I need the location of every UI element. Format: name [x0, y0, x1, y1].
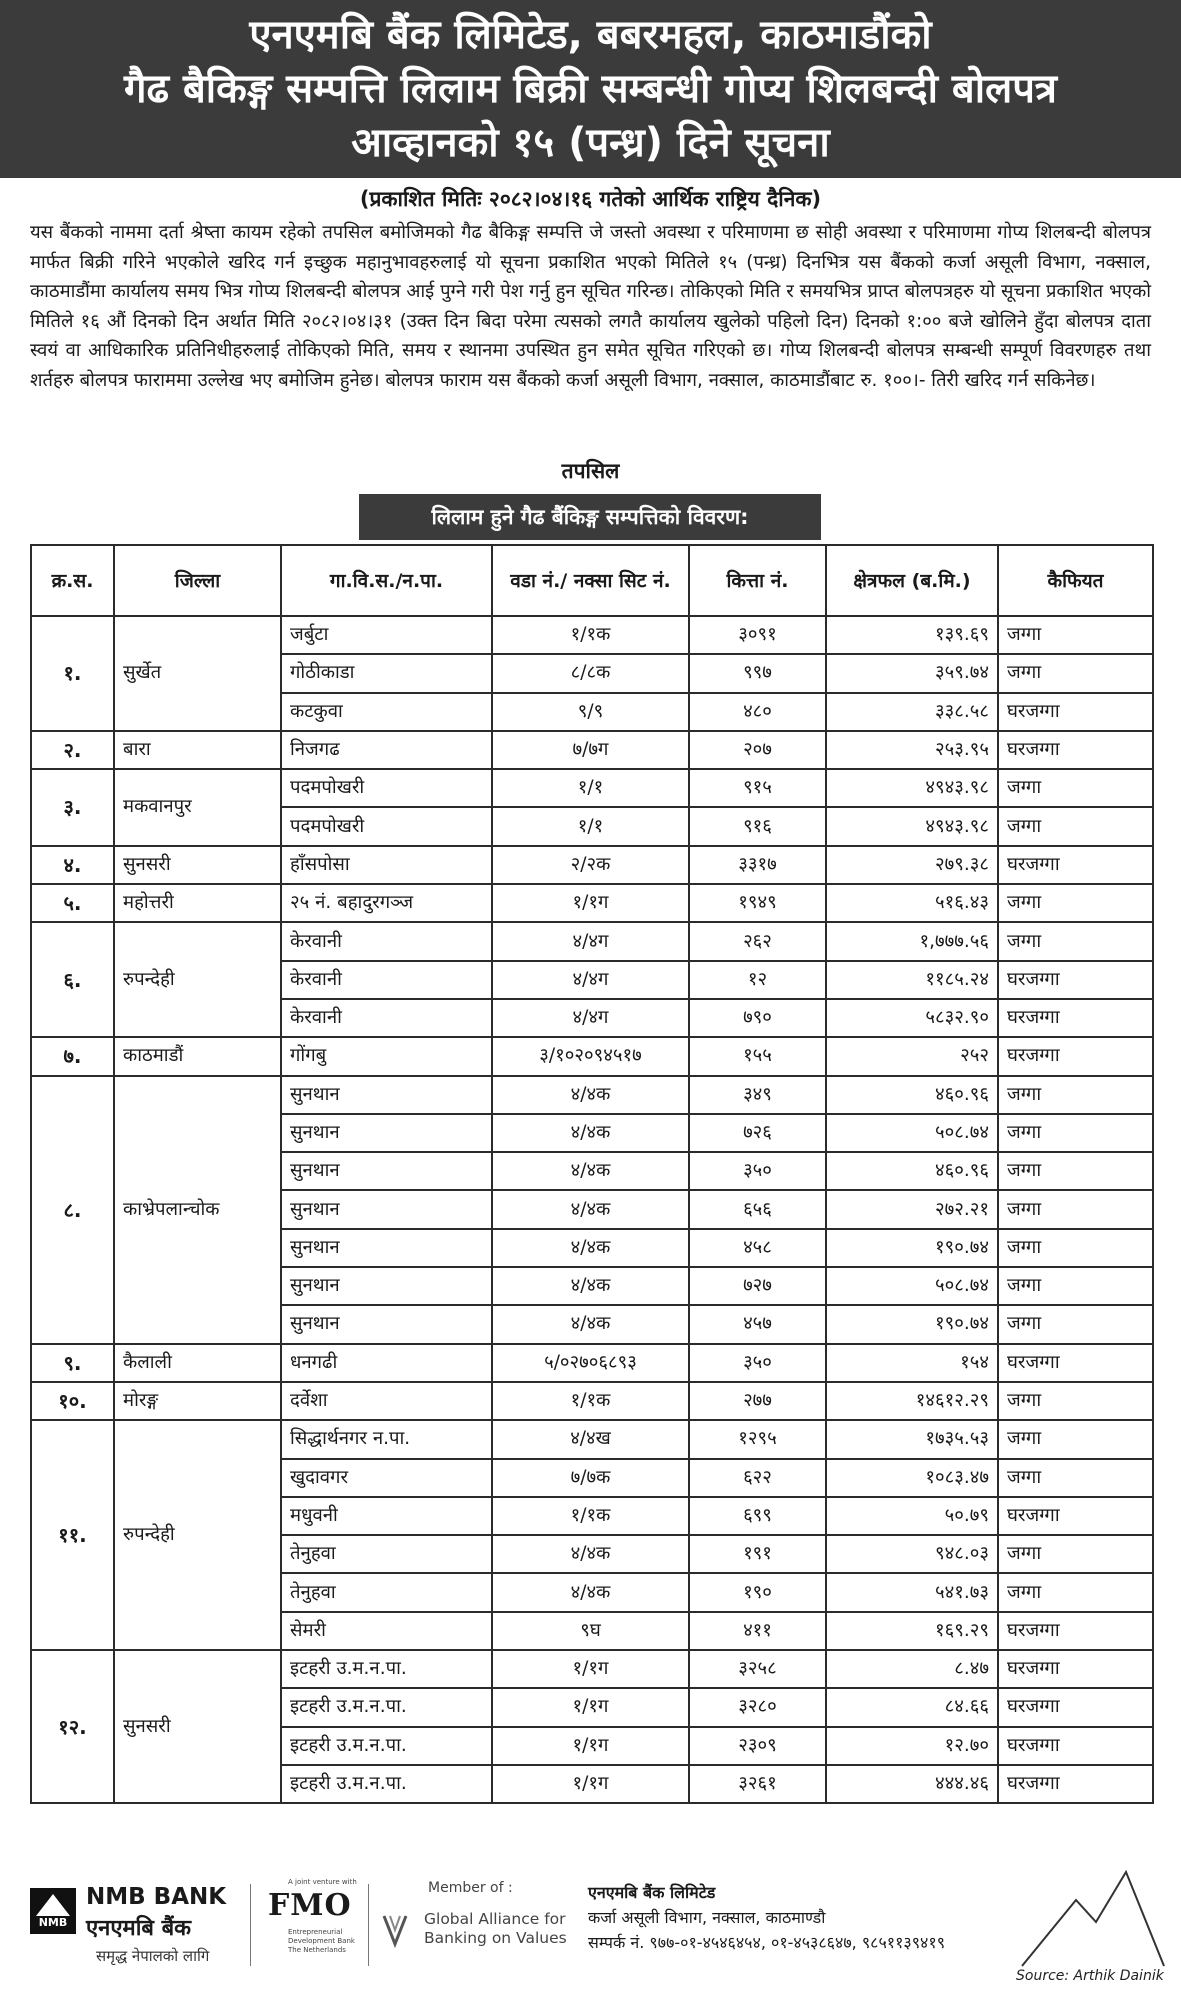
cell-ward: ४/४क — [492, 1152, 689, 1190]
fmo-subtitle — [288, 1928, 368, 1955]
cell-area: ५४१.७३ — [826, 1573, 998, 1611]
cell-area: ८४.६६ — [826, 1688, 998, 1726]
cell-vdc: इटहरी उ.म.न.पा. — [281, 1650, 492, 1688]
cell-ward: ४/४क — [492, 1573, 689, 1611]
cell-vdc: कटकुवा — [281, 693, 492, 731]
intro-paragraph: यस बैंकको नाममा दर्ता श्रेष्ता कायम रहेको तपसिल बमोजिमको गैढ बैकिङ्ग सम्पत्ति जे जस्तो अवस्था र परिमाणमा छ सोही अवस्था र परिमाणमा गोप्य शिलबन्दी बोलपत्र मार्फत बिक्री गरिने भएकोले खरिद गर्न इच्छुक महानुभावहरुलाई यो सूचना प्रकाशित भएको मितिले १५ (पन्ध्र) दिनभित्र यस बैंकको कर्जा असूली विभाग, नक्साल, काठमाडौंमा कार्यालय समय भित्र गोप्य शिलबन्दी बोलपत्र आई पुग्ने गरी पेश गर्नु हुन सूचित गरिन्छ। तोकिएको मिति र समयभित्र प्राप्त बोलपत्रहरु यो सूचना प्रकाशित भएको मितिले १६ औं दिनको दिन अर्थात मिति २०८२।०४।३१ (उक्त दिन बिदा परेमा त्यसको लगतै कार्यालय खुलेको पहिलो दिन) दिनको १:०० बजे खोलिने हुँदा बोलपत्र दाता स्वयं वा आधिकारिक प्रतिनिधीहरुलाई तोकिएको मिति, समय र स्थानमा उपस्थित हुन समेत सूचित गरिएको छ। गोप्य शिलबन्दी बोलपत्र सम्बन्धी सम्पूर्ण विवरणहरु तथा शर्तहरु बोलपत्र फाराममा उल्लेख भए बमोजिम हुनेछ। बोलपत्र फाराम यस बैंकको कर्जा असूली विभाग, नक्साल, काठमाडौंबाट रु. १००।- तिरी खरिद गर्न सकिनेछ। — [30, 222, 1151, 391]
cell-kitta: ३५० — [689, 1152, 826, 1190]
cell-ward: १/१क — [492, 1382, 689, 1420]
table-row — [31, 731, 1153, 769]
cell-kitta: १९४९ — [689, 884, 826, 922]
cell-vdc: गोंगबु — [281, 1037, 492, 1075]
cell-district: सुनसरी — [114, 846, 281, 884]
col-header-vdc: गा.वि.स./न.पा. — [281, 545, 492, 616]
cell-ward: ९/९ — [492, 693, 689, 731]
cell-remark: जग्गा — [998, 1267, 1153, 1305]
table-row — [31, 769, 1153, 807]
fmo-country: The Netherlands — [288, 1946, 346, 1954]
cell-area: १५४ — [826, 1344, 998, 1382]
cell-district: सुर्खेत — [114, 616, 281, 731]
cell-area: १७३५.५३ — [826, 1420, 998, 1458]
cell-area: १०८३.४७ — [826, 1459, 998, 1497]
cell-area: ११८५.२४ — [826, 961, 998, 999]
cell-area: १२.७० — [826, 1727, 998, 1765]
cell-area: २७९.३८ — [826, 846, 998, 884]
fmo-subtitle-text: Entrepreneurial Development Bank — [288, 1928, 355, 1945]
cell-vdc: इटहरी उ.म.न.पा. — [281, 1688, 492, 1726]
cell-kitta: ६२२ — [689, 1459, 826, 1497]
cell-vdc: तेनुहवा — [281, 1535, 492, 1573]
notice-header — [0, 0, 1181, 178]
cell-district: रुपन्देही — [114, 1420, 281, 1650]
cell-kitta: ३०९१ — [689, 616, 826, 654]
cell-ward: १/१ग — [492, 1727, 689, 1765]
gabv-line-2: Banking on Values — [424, 1929, 567, 1947]
cell-remark: जग्गा — [998, 1076, 1153, 1114]
cell-area: २७२.२१ — [826, 1190, 998, 1228]
header-line-3: आव्हानको १५ (पन्ध्र) दिने सूचना — [351, 120, 830, 166]
footer-divider — [368, 1884, 369, 1966]
cell-ward: ५/०२७०६८९३ — [492, 1344, 689, 1382]
cell-ward: ४/४क — [492, 1076, 689, 1114]
cell-kitta: १२९५ — [689, 1420, 826, 1458]
table-row — [31, 884, 1153, 922]
cell-vdc: केरवानी — [281, 922, 492, 960]
cell-ward: ४/४क — [492, 1229, 689, 1267]
cell-area: १४६१२.२९ — [826, 1382, 998, 1420]
cell-sn: १२. — [31, 1650, 114, 1803]
cell-district: बारा — [114, 731, 281, 769]
cell-kitta: ६९९ — [689, 1497, 826, 1535]
cell-area: ९४८.०३ — [826, 1535, 998, 1573]
table-row — [31, 846, 1153, 884]
cell-remark: जग्गा — [998, 1305, 1153, 1343]
col-header-area: क्षेत्रफल (ब.मि.) — [826, 545, 998, 616]
cell-kitta: ३३१७ — [689, 846, 826, 884]
cell-kitta: २७७ — [689, 1382, 826, 1420]
nmb-tagline: समृद्ध नेपालको लागि — [96, 1947, 210, 1965]
cell-vdc: पदमपोखरी — [281, 807, 492, 845]
publication-date: (प्रकाशित मितिः २०८२।०४।१६ गतेको आर्थिक राष्ट्रिय दैनिक) — [359, 187, 822, 211]
cell-area: ४९४३.९८ — [826, 807, 998, 845]
cell-vdc: सुनथान — [281, 1076, 492, 1114]
cell-ward: ९घ — [492, 1612, 689, 1650]
table-row — [31, 1037, 1153, 1075]
table-row — [31, 1420, 1153, 1458]
cell-vdc: खुदावगर — [281, 1459, 492, 1497]
cell-vdc: सुनथान — [281, 1229, 492, 1267]
col-header-ward: वडा नं./ नक्सा सिट नं. — [492, 545, 689, 616]
contact-bank-name: एनएमबि बैंक लिमिटेड — [588, 1883, 716, 1902]
cell-ward: ४/४ग — [492, 961, 689, 999]
cell-remark: घरजग्गा — [998, 1037, 1153, 1075]
cell-area: ५०.७९ — [826, 1497, 998, 1535]
cell-kitta: ४५८ — [689, 1229, 826, 1267]
cell-vdc: सुनथान — [281, 1305, 492, 1343]
cell-ward: ७/७ग — [492, 731, 689, 769]
cell-kitta: ७९० — [689, 999, 826, 1037]
cell-kitta: ९१५ — [689, 769, 826, 807]
cell-remark: घरजग्गा — [998, 1612, 1153, 1650]
cell-district: महोत्तरी — [114, 884, 281, 922]
cell-remark: जग्गा — [998, 1229, 1153, 1267]
cell-kitta: ६५६ — [689, 1190, 826, 1228]
cell-kitta: ४८० — [689, 693, 826, 731]
table-row — [31, 616, 1153, 654]
cell-ward: ४/४क — [492, 1305, 689, 1343]
cell-ward: ८/८क — [492, 654, 689, 692]
nmb-name-np: एनएमबि बैंक — [86, 1916, 192, 1941]
fmo-logo: FMO — [268, 1888, 352, 1923]
cell-remark: घरजग्गा — [998, 693, 1153, 731]
cell-vdc: पदमपोखरी — [281, 769, 492, 807]
cell-remark: जग्गा — [998, 1152, 1153, 1190]
table-row — [31, 1650, 1153, 1688]
cell-ward: १/१ग — [492, 1688, 689, 1726]
table-row — [31, 922, 1153, 960]
cell-ward: १/१ग — [492, 884, 689, 922]
cell-ward: १/१ग — [492, 1650, 689, 1688]
cell-vdc: केरवानी — [281, 961, 492, 999]
cell-remark: जग्गा — [998, 654, 1153, 692]
cell-vdc: तेनुहवा — [281, 1573, 492, 1611]
gabv-name — [424, 1910, 567, 1948]
col-header-sn: क्र.स. — [31, 545, 114, 616]
cell-remark: जग्गा — [998, 922, 1153, 960]
contact-block — [588, 1880, 945, 1955]
contact-department: कर्जा असूली विभाग, नक्साल, काठमाण्डौ — [588, 1908, 826, 1927]
cell-kitta: ३४९ — [689, 1076, 826, 1114]
tapasil-heading: तपसिल — [561, 459, 620, 483]
cell-remark: घरजग्गा — [998, 731, 1153, 769]
cell-ward: ४/४क — [492, 1535, 689, 1573]
cell-ward: ४/४ग — [492, 922, 689, 960]
col-header-remark: कैफियत — [998, 545, 1153, 616]
cell-area: १९०.७४ — [826, 1305, 998, 1343]
cell-district: काठमाडौं — [114, 1037, 281, 1075]
cell-district: सुनसरी — [114, 1650, 281, 1803]
cell-vdc: सुनथान — [281, 1152, 492, 1190]
cell-area: ४४४.४६ — [826, 1765, 998, 1803]
cell-area: ५०८.७४ — [826, 1267, 998, 1305]
cell-area: ४६०.९६ — [826, 1076, 998, 1114]
cell-ward: ३/१०२०९४५१७ — [492, 1037, 689, 1075]
cell-vdc: सिद्धार्थनगर न.पा. — [281, 1420, 492, 1458]
cell-ward: ४/४क — [492, 1267, 689, 1305]
cell-kitta: २३०९ — [689, 1727, 826, 1765]
cell-sn: ३. — [31, 769, 114, 846]
assets-table — [30, 544, 1154, 1804]
cell-vdc: सुनथान — [281, 1114, 492, 1152]
cell-vdc: दर्वेशा — [281, 1382, 492, 1420]
cell-area: १,७७७.५६ — [826, 922, 998, 960]
header-line-1: एनएमबि बैंक लिमिटेड, बबरमहल, काठमाडौंको — [249, 12, 932, 58]
cell-sn: ४. — [31, 846, 114, 884]
cell-ward: १/१ग — [492, 1765, 689, 1803]
cell-remark: जग्गा — [998, 1190, 1153, 1228]
cell-kitta: ७२७ — [689, 1267, 826, 1305]
cell-area: २५३.९५ — [826, 731, 998, 769]
cell-sn: ८. — [31, 1076, 114, 1344]
cell-sn: ५. — [31, 884, 114, 922]
table-row — [31, 1076, 1153, 1114]
cell-sn: ६. — [31, 922, 114, 1037]
cell-vdc: हाँसपोसा — [281, 846, 492, 884]
table-header-row — [31, 545, 1153, 616]
cell-ward: १/१ — [492, 769, 689, 807]
fmo-top-text: A joint venture with — [288, 1878, 357, 1886]
cell-ward: १/१क — [492, 1497, 689, 1535]
cell-area: ३३८.५८ — [826, 693, 998, 731]
cell-ward: ४/४क — [492, 1114, 689, 1152]
cell-remark: जग्गा — [998, 1420, 1153, 1458]
cell-remark: घरजग्गा — [998, 1650, 1153, 1688]
cell-vdc: निजगढ — [281, 731, 492, 769]
cell-kitta: १२ — [689, 961, 826, 999]
cell-kitta: ३२६१ — [689, 1765, 826, 1803]
cell-sn: १०. — [31, 1382, 114, 1420]
nmb-logo-text: NMB — [38, 1916, 68, 1929]
cell-vdc: सुनथान — [281, 1190, 492, 1228]
cell-kitta: ४११ — [689, 1612, 826, 1650]
cell-kitta: १५५ — [689, 1037, 826, 1075]
gabv-logo-icon — [380, 1910, 410, 1950]
cell-sn: २. — [31, 731, 114, 769]
cell-district: मोरङ्ग — [114, 1382, 281, 1420]
cell-vdc: सेमरी — [281, 1612, 492, 1650]
source-credit: Source: Arthik Dainik — [1016, 1968, 1164, 1984]
footer-divider — [250, 1884, 251, 1966]
cell-area: १६९.२९ — [826, 1612, 998, 1650]
cell-area: २५२ — [826, 1037, 998, 1075]
cell-remark: घरजग्गा — [998, 1727, 1153, 1765]
cell-ward: ४/४ख — [492, 1420, 689, 1458]
cell-remark: जग्गा — [998, 1535, 1153, 1573]
cell-sn: १. — [31, 616, 114, 731]
cell-remark: घरजग्गा — [998, 1688, 1153, 1726]
cell-area: ४६०.९६ — [826, 1152, 998, 1190]
cell-kitta: ३२८० — [689, 1688, 826, 1726]
cell-area: ८.४७ — [826, 1650, 998, 1688]
cell-sn: ११. — [31, 1420, 114, 1650]
member-of-label: Member of : — [428, 1880, 513, 1896]
cell-area: ५०८.७४ — [826, 1114, 998, 1152]
cell-kitta: ९९७ — [689, 654, 826, 692]
footer — [0, 1866, 1181, 1976]
cell-vdc: गोठीकाडा — [281, 654, 492, 692]
cell-district: रुपन्देही — [114, 922, 281, 1037]
cell-remark: घरजग्गा — [998, 1497, 1153, 1535]
cell-kitta: १९१ — [689, 1535, 826, 1573]
cell-remark: घरजग्गा — [998, 1765, 1153, 1803]
cell-vdc: इटहरी उ.म.न.पा. — [281, 1765, 492, 1803]
cell-remark: घरजग्गा — [998, 999, 1153, 1037]
cell-area: ५८३२.९० — [826, 999, 998, 1037]
cell-kitta: ७२६ — [689, 1114, 826, 1152]
cell-vdc: २५ नं. बहादुरगञ्ज — [281, 884, 492, 922]
header-line-2: गैढ बैकिङ्ग सम्पत्ति लिलाम बिक्री सम्बन्धी गोप्य शिलबन्दी बोलपत्र — [123, 66, 1057, 112]
cell-vdc: केरवानी — [281, 999, 492, 1037]
cell-kitta: २६२ — [689, 922, 826, 960]
cell-kitta: १९० — [689, 1573, 826, 1611]
cell-remark: घरजग्गा — [998, 1344, 1153, 1382]
cell-ward: ४/४ग — [492, 999, 689, 1037]
cell-area: ५१६.४३ — [826, 884, 998, 922]
cell-remark: जग्गा — [998, 616, 1153, 654]
cell-kitta: ३२५८ — [689, 1650, 826, 1688]
table-body — [31, 616, 1153, 1803]
col-header-district: जिल्ला — [114, 545, 281, 616]
cell-kitta: ९१६ — [689, 807, 826, 845]
cell-ward: २/२क — [492, 846, 689, 884]
cell-vdc: इटहरी उ.म.न.पा. — [281, 1727, 492, 1765]
table-row — [31, 1382, 1153, 1420]
cell-ward: ४/४क — [492, 1190, 689, 1228]
mountain-icon — [1018, 1866, 1168, 1970]
cell-vdc: मधुवनी — [281, 1497, 492, 1535]
col-header-kitta: कित्ता नं. — [689, 545, 826, 616]
cell-vdc: सुनथान — [281, 1267, 492, 1305]
cell-remark: घरजग्गा — [998, 961, 1153, 999]
cell-ward: १/१ — [492, 807, 689, 845]
cell-remark: जग्गा — [998, 1382, 1153, 1420]
cell-area: ३५९.७४ — [826, 654, 998, 692]
cell-remark: जग्गा — [998, 884, 1153, 922]
cell-sn: ७. — [31, 1037, 114, 1075]
cell-area: ४९४३.९८ — [826, 769, 998, 807]
cell-remark: जग्गा — [998, 769, 1153, 807]
cell-vdc: जर्बुटा — [281, 616, 492, 654]
cell-vdc: धनगढी — [281, 1344, 492, 1382]
cell-sn: ९. — [31, 1344, 114, 1382]
nmb-name-en: NMB BANK — [86, 1884, 227, 1910]
cell-remark: घरजग्गा — [998, 846, 1153, 884]
table-title: लिलाम हुने गैढ बैंकिङ्ग सम्पत्तिको विवरण: — [359, 494, 821, 540]
cell-ward: ७/७क — [492, 1459, 689, 1497]
cell-remark: जग्गा — [998, 1573, 1153, 1611]
cell-district: मकवानपुर — [114, 769, 281, 846]
cell-remark: जग्गा — [998, 1114, 1153, 1152]
cell-ward: १/१क — [492, 616, 689, 654]
cell-area: १९०.७४ — [826, 1229, 998, 1267]
contact-phone: सम्पर्क नं. ९७७-०१-४५४६४५४, ०१-४५३८६४७, ९८५११३९४१९ — [588, 1933, 946, 1952]
cell-district: कैलाली — [114, 1344, 281, 1382]
cell-remark: जग्गा — [998, 1459, 1153, 1497]
table-row — [31, 1344, 1153, 1382]
cell-kitta: २०७ — [689, 731, 826, 769]
nmb-logo-icon — [30, 1888, 76, 1934]
gabv-line-1: Global Alliance for — [424, 1910, 566, 1928]
cell-district: काभ्रेपलान्चोक — [114, 1076, 281, 1344]
cell-kitta: ३५० — [689, 1344, 826, 1382]
cell-kitta: ४५७ — [689, 1305, 826, 1343]
cell-remark: जग्गा — [998, 807, 1153, 845]
cell-area: १३९.६९ — [826, 616, 998, 654]
